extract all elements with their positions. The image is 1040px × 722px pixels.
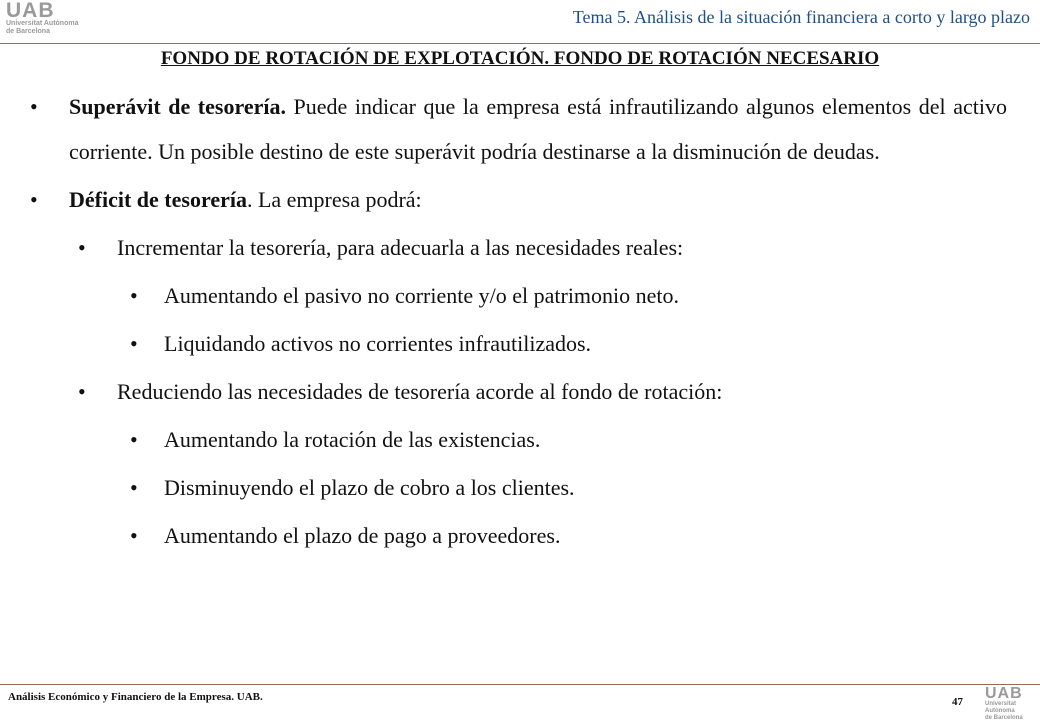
header-divider xyxy=(0,43,1040,44)
reduciendo-text: Reduciendo las necesidades de tesorería acorde al fondo de rotación: xyxy=(117,379,723,404)
bullet-pasivo xyxy=(0,273,1007,318)
bullet-deficit xyxy=(0,177,1007,222)
liquidando-text: Liquidando activos no corrientes infrautilizados. xyxy=(164,331,592,356)
pago-text: Aumentando el plazo de pago a proveedores. xyxy=(164,523,561,548)
uab-logo-mark: UAB xyxy=(6,0,55,22)
pasivo-text: Aumentando el pasivo no corriente y/o el patrimonio neto. xyxy=(164,283,680,308)
bullet-dot: • xyxy=(130,523,138,548)
bullet-dot: • xyxy=(30,187,38,212)
bullet-pago xyxy=(0,513,1007,558)
uab-logo-footer xyxy=(985,685,1039,721)
bullet-liquidando xyxy=(0,321,1007,366)
bullet-rotacion xyxy=(0,417,1007,462)
uab-logo-line1: Universitat Autònoma xyxy=(6,20,79,27)
uab-logo-footer-line1: Universitat Autònoma xyxy=(985,701,1017,714)
footer-divider xyxy=(0,684,1040,685)
course-topic-title: Tema 5. Análisis de la situación financiera a corto y largo plazo xyxy=(572,7,1030,27)
uab-logo-footer-line2: de Barcelona xyxy=(985,715,1023,721)
bullet-incrementar xyxy=(0,225,1007,270)
superavit-heading: Superávit de tesorería. xyxy=(69,94,286,119)
bullet-dot: • xyxy=(130,283,138,308)
rotacion-text: Aumentando la rotación de las existencias. xyxy=(164,427,541,452)
slide-content xyxy=(0,84,1040,558)
deficit-text: . La empresa podrá: xyxy=(246,187,422,212)
bullet-dot: • xyxy=(130,331,138,356)
bullet-cobro xyxy=(0,465,1007,510)
bullet-dot: • xyxy=(78,379,86,404)
uab-logo xyxy=(6,2,90,38)
bullet-dot: • xyxy=(30,94,38,119)
superavit-text: Puede indicar que la empresa está infrautilizando algunos elementos del activo corriente. Un posible destino de este superávit podría destinarse a la disminución de deudas. xyxy=(69,94,1007,164)
bullet-dot: • xyxy=(130,475,138,500)
slide-title: FONDO DE ROTACIÓN DE EXPLOTACIÓN. FONDO DE ROTACIÓN NECESARIO xyxy=(160,48,880,69)
uab-logo-footer-mark: UAB xyxy=(985,685,1023,702)
footer-course-name: Análisis Económico y Financiero de la Empresa. UAB. xyxy=(8,691,263,703)
uab-logo-line2: de Barcelona xyxy=(6,28,50,35)
page-number: 47 xyxy=(952,696,963,708)
bullet-superavit xyxy=(0,84,1007,174)
bullet-reduciendo xyxy=(0,369,1007,414)
cobro-text: Disminuyendo el plazo de cobro a los clientes. xyxy=(164,475,575,500)
incrementar-text: Incrementar la tesorería, para adecuarla a las necesidades reales: xyxy=(117,235,684,260)
bullet-dot: • xyxy=(78,235,86,260)
bullet-dot: • xyxy=(130,427,138,452)
deficit-heading: Déficit de tesorería xyxy=(69,187,247,212)
